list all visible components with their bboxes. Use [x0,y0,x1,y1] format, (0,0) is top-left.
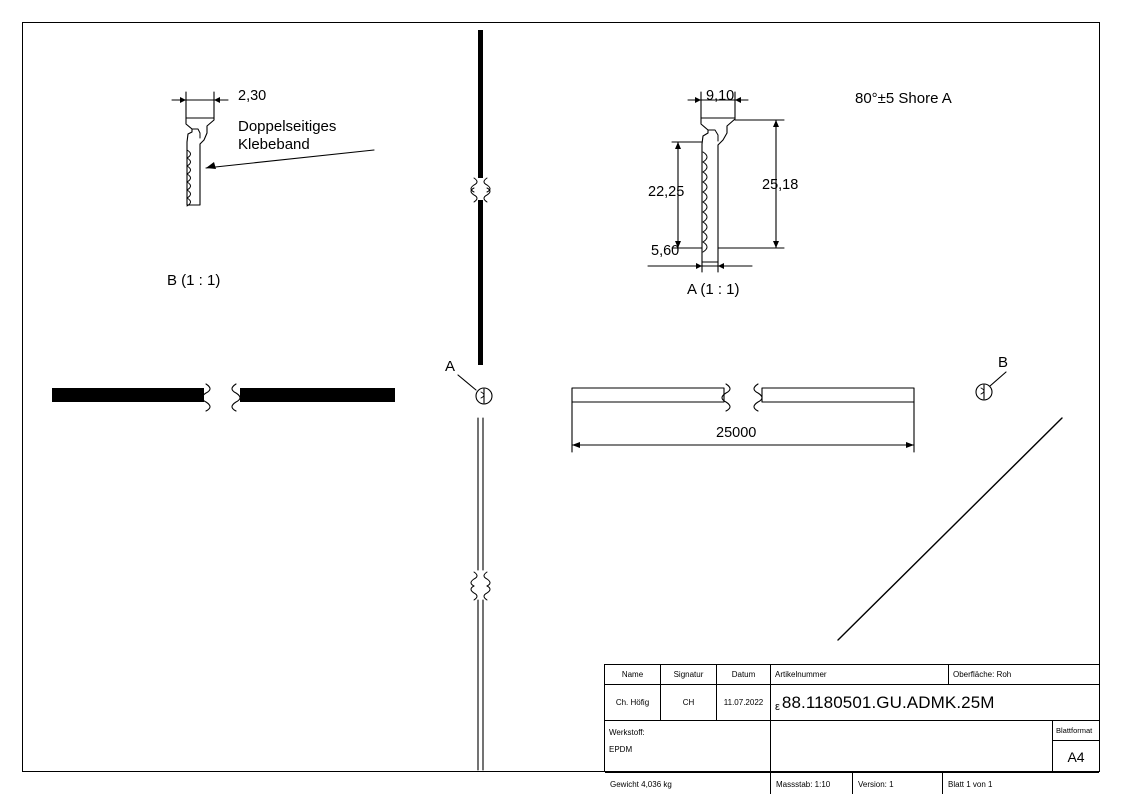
title-block-material-row [605,721,1099,773]
title-block-header-row [605,665,1099,685]
article-number: 88.1180501.GU.ADMK.25M [781,692,995,712]
version-value: Version: 1 [853,773,943,794]
sheet-format-label: Blattformat [1053,721,1099,741]
header-date: Datum [717,665,771,685]
value-article-number-cell [771,685,1099,721]
detail-a-left-dimension: 22,25 [648,184,685,200]
value-signature: CH [661,685,717,721]
detail-b-view-label: B (1 : 1) [167,272,221,289]
value-name: Ch. Höfig [605,685,661,721]
overall-length-dimension: 25000 [716,425,757,441]
value-date: 11.07.2022 [717,685,771,721]
sheet-count-value: Blatt 1 von 1 [948,779,993,789]
detail-b-width-dimension: 2,30 [238,88,267,104]
sheet-format-value: A4 [1067,748,1085,765]
notes-area [771,721,1053,773]
detail-a-view-label: A (1 : 1) [687,281,740,298]
weight-value: Gewicht 4,036 kg [605,773,771,794]
detail-a-right-dimension: 25,18 [762,177,799,193]
section-marker-b-label: B [998,354,1009,371]
header-name: Name [605,665,661,685]
header-surface: Oberfläche: Roh [949,665,1099,685]
shore-hardness-note: 80°±5 Shore A [855,90,952,107]
adhesive-tape-note-line2: Klebeband [238,136,310,153]
title-block-bottom-row [605,773,1099,794]
material-cell [605,721,771,773]
material-value: EPDM [609,745,633,754]
section-marker-a-label: A [445,358,456,375]
article-prefix: ε [775,700,780,713]
sheet-format-cell [1053,721,1099,773]
detail-a-top-dimension: 9,10 [706,88,735,104]
header-signature: Signatur [661,665,717,685]
title-block-value-row [605,685,1099,721]
adhesive-tape-note-line1: Doppelseitiges [238,118,337,135]
scale-value: Massstab: 1:10 [771,773,853,794]
header-article-number: Artikelnummer [771,665,949,685]
title-block [604,664,1100,789]
material-label-text: Werkstoff: [609,728,645,737]
detail-a-bottom-dimension: 5,60 [651,243,680,259]
